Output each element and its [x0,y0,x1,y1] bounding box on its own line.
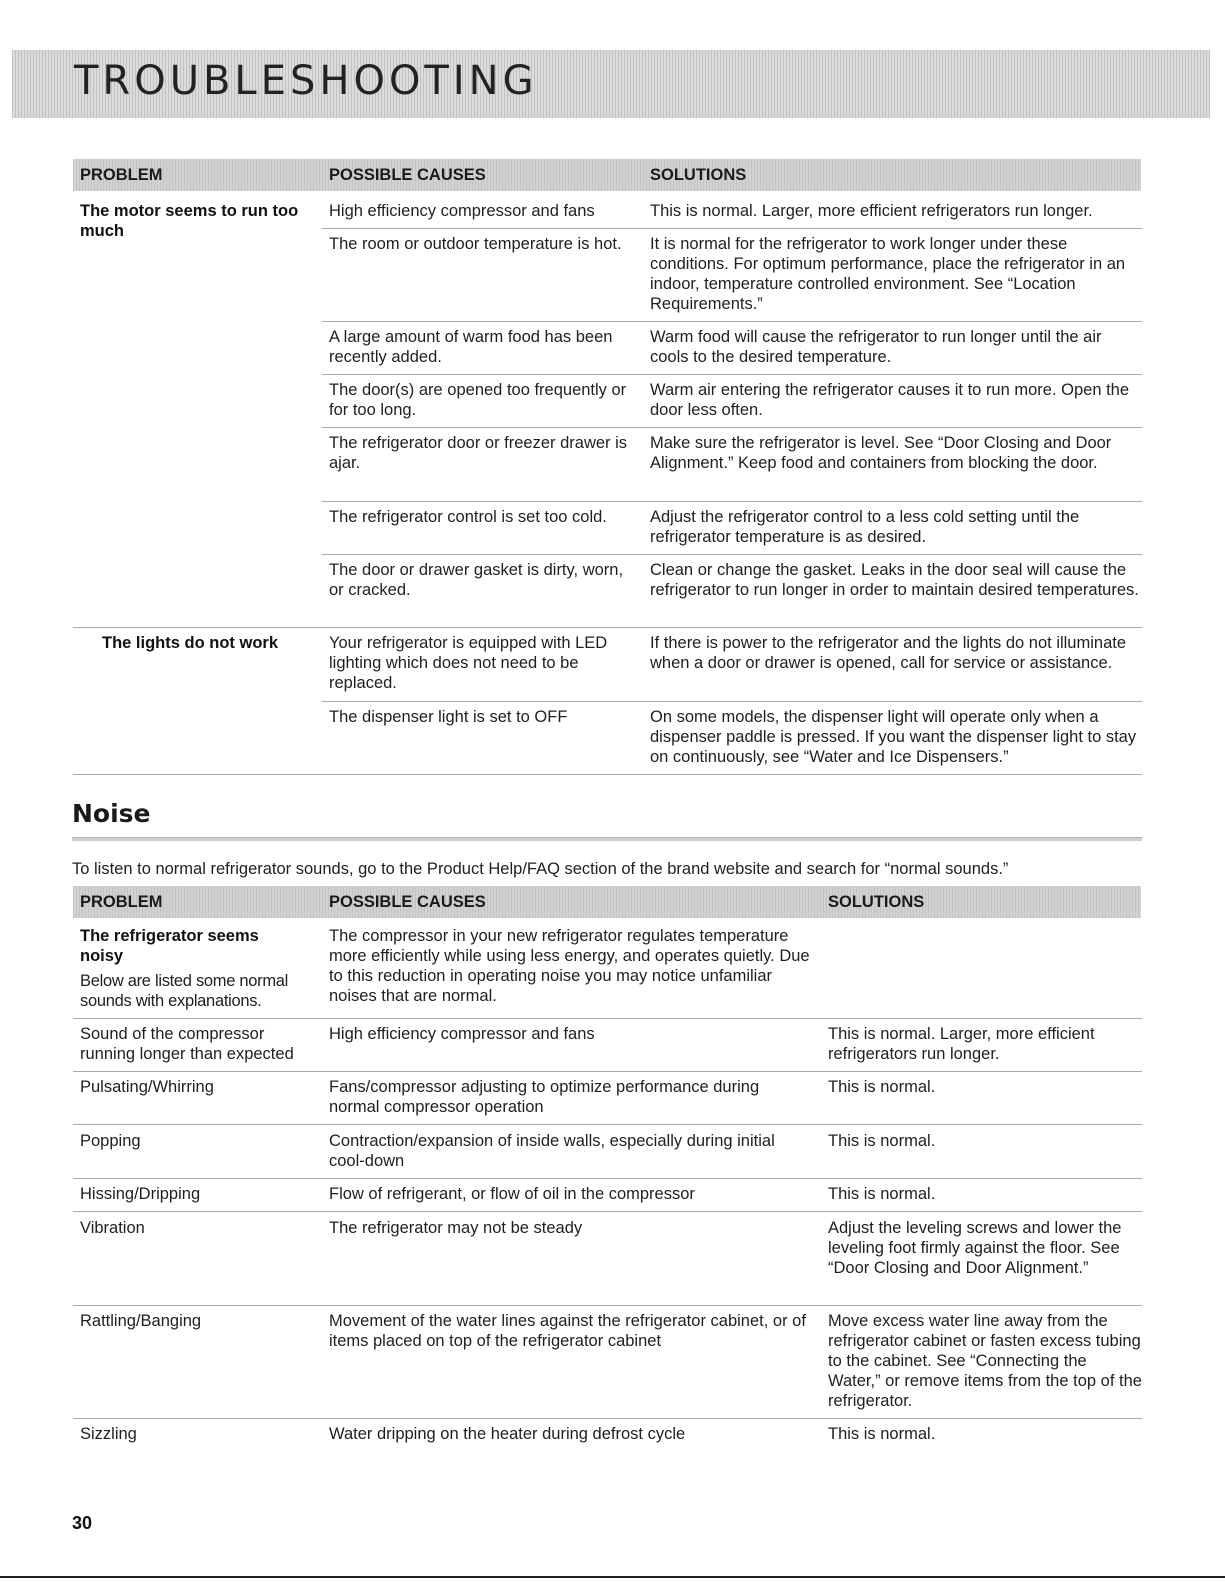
solution-cell: This is normal. [828,1425,936,1443]
cause-cell: Water dripping on the heater during defrost cycle [329,1425,686,1443]
row-divider [322,228,1142,229]
solution-cell: If there is power to the refrigerator and the lights do not illuminate when a door or drawer is opened, call for service or assistance. [650,634,1127,672]
cause-cell: The dispenser light is set to OFF [329,708,568,726]
row-divider [322,427,1142,428]
noise-problem-cell: Vibration [80,1219,145,1237]
row-divider [73,1071,1142,1072]
solution-cell: This is normal. [828,1185,936,1203]
noise-section-title: Noise [72,799,151,828]
solution-cell: This is normal. [828,1132,936,1150]
cause-cell: Movement of the water lines against the refrigerator cabinet, or of items placed on top of the refrigerator cabinet [329,1312,806,1350]
problem-note: Below are listed some normal sounds with explanations. [80,972,289,1010]
noise-problem-cell: Sizzling [80,1425,137,1443]
noise-intro: To listen to normal refrigerator sounds, go to the Product Help/FAQ section of the brand website and search for “normal sounds.” [72,860,1009,878]
cause-cell: Your refrigerator is equipped with LED lighting which does not need to be replaced. [329,634,608,692]
noise-problem-cell: Sound of the compressor running longer than expected [80,1025,294,1063]
solution-cell: Make sure the refrigerator is level. See “Door Closing and Door Alignment.” Keep food and containers from blocking the door. [650,434,1112,472]
table-header [73,159,1141,191]
problem-refrigerator-noisy: The refrigerator seems noisy [80,927,259,965]
row-divider [73,1418,1142,1419]
solution-cell: Warm food will cause the refrigerator to run longer until the air cools to the desired temperature. [650,328,1102,366]
solution-cell: This is normal. [828,1078,936,1096]
noise-problem-cell: Rattling/Banging [80,1312,202,1330]
solution-cell: It is normal for the refrigerator to work longer under these conditions. For optimum performance, place the refrigerator in an indoor, temperature controlled environment. See “Location Requirements.” [650,235,1126,313]
cause-cell: The door or drawer gasket is dirty, worn, or cracked. [329,561,624,599]
cause-cell: The compressor in your new refrigerator regulates temperature more efficiently while using less energy, and operates quietly. Due to this reduction in operating noise you may notice unfamiliar noises that are normal. [329,927,810,1005]
solution-cell: Adjust the refrigerator control to a less cold setting until the refrigerator temperature is as desired. [650,508,1080,546]
problem-divider [73,627,1142,628]
solution-cell: This is normal. Larger, more efficient refrigerators run longer. [650,202,1093,220]
header-solutions: SOLUTIONS [650,166,747,184]
header-problem: PROBLEM [80,893,163,911]
page-number: 30 [72,1513,93,1533]
problem-motor-runs-too-much: The motor seems to run too much [80,202,299,240]
problem-lights-do-not-work: The lights do not work [102,634,278,652]
header-possible-causes: POSSIBLE CAUSES [329,166,486,184]
cause-cell: The room or outdoor temperature is hot. [329,235,622,253]
solution-cell: Move excess water line away from the refrigerator cabinet or fasten excess tubing to the cabinet. See “Connecting the Water,” or remove items from the top of the refrigerator. [828,1312,1142,1410]
row-divider [73,1178,1142,1179]
solution-cell: This is normal. Larger, more efficient refrigerators run longer. [828,1025,1095,1063]
noise-problem-cell: Pulsating/Whirring [80,1078,214,1096]
cause-cell: The refrigerator may not be steady [329,1219,583,1237]
cause-cell: A large amount of warm food has been recently added. [329,328,613,366]
solution-cell: Warm air entering the refrigerator causes it to run more. Open the door less often. [650,381,1130,419]
row-divider [322,501,1142,502]
row-divider [322,321,1142,322]
row-divider [73,1211,1142,1212]
noise-table-header [73,886,1141,918]
row-divider [322,554,1142,555]
cause-cell: Flow of refrigerant, or flow of oil in the compressor [329,1185,695,1203]
row-divider [322,374,1142,375]
title-banner [12,50,1210,118]
table-bottom-rule [73,774,1142,775]
header-possible-causes: POSSIBLE CAUSES [329,893,486,911]
cause-cell: The refrigerator control is set too cold. [329,508,607,526]
section-rule [72,837,1142,841]
cause-cell: The door(s) are opened too frequently or for too long. [329,381,627,419]
row-divider [73,1124,1142,1125]
row-divider [322,701,1142,702]
row-divider [73,1018,1142,1019]
cause-cell: High efficiency compressor and fans [329,1025,595,1043]
page-bottom-rule [0,1576,1225,1578]
solution-cell: On some models, the dispenser light will operate only when a dispenser paddle is pressed. If you want the dispenser light to stay on continuously, see “Water and Ice Dispensers.” [650,708,1137,766]
solution-cell: Adjust the leveling screws and lower the leveling foot firmly against the floor. See “Door Closing and Door Alignment.” [828,1219,1122,1277]
noise-problem-cell: Hissing/Dripping [80,1185,201,1203]
row-divider [73,1305,1142,1306]
page-title: TROUBLESHOOTING [74,58,538,104]
cause-cell: High efficiency compressor and fans [329,202,595,220]
cause-cell: Fans/compressor adjusting to optimize performance during normal compressor operation [329,1078,760,1116]
noise-problem-cell: Popping [80,1132,141,1150]
header-problem: PROBLEM [80,166,163,184]
cause-cell: Contraction/expansion of inside walls, especially during initial cool-down [329,1132,775,1170]
header-solutions: SOLUTIONS [828,893,925,911]
solution-cell: Clean or change the gasket. Leaks in the door seal will cause the refrigerator to run longer in order to maintain desired temperatures. [650,561,1139,599]
cause-cell: The refrigerator door or freezer drawer is ajar. [329,434,628,472]
